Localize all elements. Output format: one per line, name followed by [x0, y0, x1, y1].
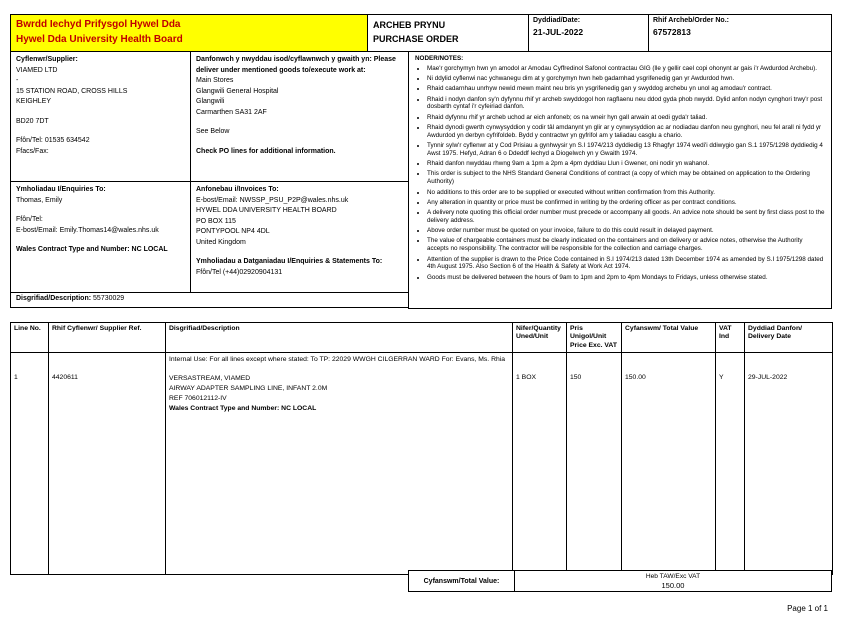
order-date-box [528, 14, 649, 52]
supplier-section [10, 51, 191, 182]
spacer [196, 118, 403, 127]
note-item: • Tynnir sylw'r cyflenwr at y Cod Prisiau a gynhwysir yn S.I 1974/213 dyddiedig 13 Rhagfyr 1974 wedi'i ddiwygio gan S.1 1975/1298 dyddiedig 4 Awst 1975. Hefyd, Adran 6 o Ddeddf Iechyd a Diogelwch yn y Gwaith 1974. [427, 142, 825, 158]
item-contract-line: Wales Contract Type and Number: NC LOCAL [169, 405, 317, 413]
spacer [16, 236, 185, 245]
note-item: • Any alteration in quantity or price must be confirmed in writing by the ordering officer as per contract conditions. [427, 199, 825, 207]
col-header-description: Disgrifiad/Description [166, 323, 513, 353]
order-date-label: Dyddiad/Date: [533, 17, 581, 24]
enquiries-name: Thomas, Emily [16, 196, 63, 204]
spacer [16, 108, 185, 117]
col-header-total: Cyfanswm/ Total Value [622, 323, 716, 353]
col-header-line-no: Line No. [11, 323, 49, 353]
note-item: • Rhaid danfon nwyddau rhwng 9am a 1pm a 2pm a 4pm dyddiau Llun i Gwener, oni nodir yn wahanol. [427, 160, 825, 168]
spacer [16, 206, 185, 215]
supplier-fax-label: Ffacs/Fax: [16, 147, 49, 155]
statements-label: Ymholiadau a Datganiadau I/Enquiries & Statements To: [196, 258, 383, 265]
vat-indicator: Y [719, 374, 724, 382]
document-title-english: PURCHASE ORDER [373, 34, 459, 45]
invoices-line: PONTYPOOL NP4 4DL [196, 228, 270, 235]
enquiries-email: E-bost/Email: Emily.Thomas14@wales.nhs.uk [16, 226, 159, 234]
col-header-unit-price: Pris Unigol/Unit Price Exc. VAT [567, 323, 622, 353]
col-header-supplier-ref: Rhif Cyflenwr/ Supplier Ref. [49, 323, 166, 353]
note-item: • Mae'r gorchymyn hwn yn amodol ar Amodau Cyffredinol Safonol contractau GIG (lle y gellir cael copi ohonynt ar gais i'r Awdurdod Archebu). [427, 65, 825, 73]
spacer [196, 138, 403, 147]
see-below-note: See Below [196, 128, 230, 135]
page-number: Page 1 of 1 [787, 604, 828, 613]
document-title-welsh: ARCHEB PRYNU [373, 20, 446, 30]
deliver-to-line: Glangwili [196, 98, 225, 105]
enquiries-label: Ymholiadau I/Enquiries To: [16, 186, 106, 193]
note-item: • This order is subject to the NHS Standard General Conditions of contract (a copy of which may be obtained on application to the Ordering Authority) [427, 170, 825, 186]
order-number-box [648, 14, 832, 52]
unit-price-value: 150 [570, 374, 582, 382]
col-header-quantity: Nifer/Quantity Uned/Unit [513, 323, 567, 353]
notes-label: NODER/NOTES: [415, 55, 464, 62]
org-name-english: Hywel Dda University Health Board [16, 33, 183, 45]
deliver-to-section [190, 51, 409, 182]
quantity-value: 1 BOX [516, 374, 537, 382]
exc-vat-header: Heb TAW/Exc VAT [645, 573, 701, 580]
supplier-address-line: KEIGHLEY [16, 98, 52, 105]
note-item: • Rhaid dyfynnu rhif yr archeb uchod ar eich anfoneb; os na wneir hyn gall arwain at oedi gyda'r taliad. [427, 114, 825, 122]
supplier-phone [16, 136, 185, 147]
note-item: • Above order number must be quoted on your invoice, failure to do this could result in delayed payment. [427, 227, 825, 235]
line-no-value: 1 [14, 374, 18, 382]
order-date-value: 21-JUL-2022 [533, 27, 584, 37]
enquiries-contract: Wales Contract Type and Number: NC LOCAL [16, 246, 168, 253]
cell-line-no [11, 353, 49, 575]
cell-delivery-date [745, 353, 833, 575]
note-item: • Rhaid cadarnhau unrhyw newid mewn maint neu bris yn ysgrifenedig gan y swyddog archebu yn unol ag amodau'r contract. [427, 85, 825, 93]
notes-list [427, 65, 825, 282]
item-description-line: AIRWAY ADAPTER SAMPLING LINE, INFANT 2.0M [169, 384, 328, 392]
total-amount: 150.00 [661, 581, 685, 590]
enquiries-phone-label: Ffôn/Tel: [16, 216, 43, 223]
col-header-delivery: Dyddiad Danfon/ Delivery Date [745, 323, 833, 353]
enquiries-section [10, 181, 191, 293]
supplier-name: VIAMED LTD [16, 66, 58, 74]
supplier-address-line: - [16, 77, 19, 84]
deliver-to-line: Glangwili General Hospital [196, 87, 279, 95]
col-header-vat: VAT Ind [716, 323, 745, 353]
item-description-line: VERSASTREAM, VIAMED [169, 374, 251, 382]
total-value: 150.00 [625, 374, 646, 382]
spacer [16, 127, 185, 136]
cell-unit-price [567, 353, 622, 575]
cell-vat [716, 353, 745, 575]
document-title [367, 14, 529, 52]
line-items-table [10, 322, 833, 575]
invoices-line: HYWEL DDA UNIVERSITY HEALTH BOARD [196, 207, 337, 214]
spacer [196, 248, 403, 257]
org-name-welsh: Bwrdd Iechyd Prifysgol Hywel Dda [16, 19, 181, 30]
deliver-to-label: Danfonwch y nwyddau isod/cyflawnwch y gwaith yn: Please deliver under mentioned goods to/execute work at: [196, 56, 396, 74]
supplier-phone-value: 01535 634542 [44, 137, 90, 144]
deliver-to-line: Carmarthen SA31 2AF [196, 108, 267, 116]
cell-total [622, 353, 716, 575]
invoices-line: PO BOX 115 [196, 217, 236, 225]
item-description-line: REF 706012112-IV [169, 395, 227, 403]
note-item: • Attention of the supplier is drawn to the Price Code contained in S.I 1974/213 dated 13th December 1974 as amended by S.I 1975/1298 dated 4th August 1975. Also Section 6 of the Health & Safety at Work Act 1974. [427, 256, 825, 272]
total-value-label: Cyfanswm/Total Value: [408, 570, 515, 592]
statements-phone: Ffôn/Tel (+44)02920904131 [196, 268, 283, 276]
order-number-label: Rhif Archeb/Order No.: [653, 17, 729, 24]
description-strip-label: Disgrifiad/Description: [16, 295, 92, 302]
supplier-address-line: 15 STATION ROAD, CROSS HILLS [16, 87, 128, 95]
note-item: • Ni ddylid cyflenwi nac ychwanegu dim at y gorchymyn hwn heb gadarnhad ysgrifenedig gan yr Awdurdod hwn. [427, 75, 825, 83]
cell-quantity [513, 353, 567, 575]
notes-section [408, 51, 832, 309]
org-title-banner [10, 14, 368, 52]
note-item: • A delivery note quoting this official order number must precede or accompany all goods. An advice note should be sent by first class post to the delivery address. [427, 209, 825, 225]
invoices-section [190, 181, 409, 293]
invoices-line: United Kingdom [196, 238, 246, 246]
description-strip [10, 292, 409, 308]
delivery-date-value: 29-JUL-2022 [748, 374, 788, 382]
note-item: • Rhaid dynodi gwerth cynwysyddion y codir tâl amdanynt yn glir ar y cynwysyddion ac ar nodiadau danfon neu gynghori, neu fel arall ni fydd yr Awdurdod yn derbyn cyfrifoldeb. Bydd y contractwr yn gyfrifol am y taliadau casglu a chario. [427, 124, 825, 140]
note-item: • Rhaid i nodyn danfon sy'n dyfynnu rhif yr archeb swyddogol hon ragflaenu neu ddod gyda phob nwydd. Dylid anfon nodyn cynghori trwy'r post dosbarth cyntaf i'r cyfeiriad danfon. [427, 96, 825, 112]
table-header-row [11, 323, 833, 353]
total-value-box [514, 570, 832, 592]
deliver-to-line: Main Stores [196, 77, 234, 84]
invoices-line: E-bost/Email: NWSSP_PSU_P2P@wales.nhs.uk [196, 196, 349, 204]
internal-use-note: Internal Use: For all lines except where stated: To TP: 22029 WWGH CILGERRAN WARD For: Evans, Ms. Rhia [169, 356, 506, 364]
supplier-ref-value: 4420611 [52, 374, 78, 382]
order-number-value: 67572813 [653, 27, 691, 37]
supplier-phone-label: Ffôn/Tel: [16, 137, 43, 144]
note-item: • Goods must be delivered between the hours of 9am to 1pm and 2pm to 4pm Mondays to Fridays, unless otherwise stated. [427, 274, 825, 282]
cell-supplier-ref [49, 353, 166, 575]
note-item: • The value of chargeable containers must be clearly indicated on the containers and on delivery or advice notes, otherwise the Authority accepts no responsibility. The contractor will be responsible for the collection and carriage charges. [427, 237, 825, 253]
note-item: • No additions to this order are to be supplied or executed without written confirmation from this Authority. [427, 189, 825, 197]
table-row [11, 353, 833, 575]
cell-description [166, 353, 513, 575]
supplier-label: Cyflenwr/Supplier: [16, 56, 78, 63]
invoices-label: Anfonebau i/Invoices To: [196, 186, 279, 193]
description-strip-value: 55730029 [93, 295, 125, 302]
supplier-postcode: BD20 7DT [16, 117, 49, 125]
check-po-note: Check PO lines for additional information. [196, 147, 336, 155]
